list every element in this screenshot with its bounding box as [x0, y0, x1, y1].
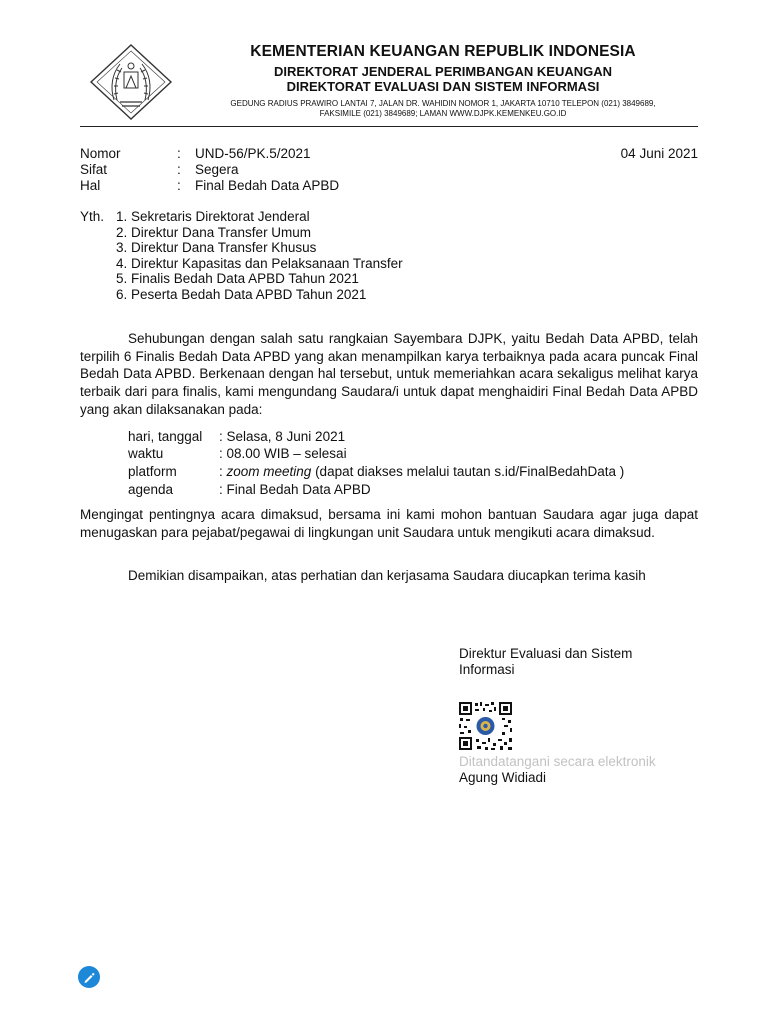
paragraph-text: Sehubungan dengan salah satu rangkaian Sayembara DJPK, yaitu Bedah Data APBD, telah terpilih 6 Finalis Bedah Data APBD yang akan menampilkan karya terbaiknya pada acara puncak Final Bedah Data APBD. Berkenaan dengan hal tersebut, untuk memeriahkan acara sekaligus melihat karya terbaik dari para finalis, kami mengundang Saudara/i untuk dapat menghaidiri Final Bedah Data APBD yang akan dilaksanakan pada: [80, 331, 698, 417]
day-label: hari, tanggal [128, 429, 203, 444]
recipient-item: 1. Sekretaris Direktorat Jenderal [116, 209, 310, 224]
paragraph-text: Demikian disampaikan, atas perhatian dan kerjasama Saudara diucapkan terima kasih [128, 568, 646, 583]
address-line-2: FAKSIMILE (021) 3849689; LAMAN WWW.DJPK.KEMENKEU.GO.ID [319, 109, 567, 118]
recipient-item: 6. Peserta Bedah Data APBD Tahun 2021 [116, 287, 367, 302]
colon: : [177, 146, 181, 161]
nomor-label: Nomor [80, 146, 121, 161]
ministry-name: KEMENTERIAN KEUANGAN REPUBLIK INDONESIA [250, 43, 636, 60]
agenda-value: : Final Bedah Data APBD [219, 482, 371, 497]
nomor-value: UND-56/PK.5/2021 [195, 146, 311, 161]
sifat-label: Sifat [80, 162, 108, 177]
colon: : [177, 178, 181, 193]
hal-label: Hal [80, 178, 101, 193]
platform-label: platform [128, 464, 177, 479]
letter-date: 04 Juni 2021 [620, 146, 698, 161]
hal-value: Final Bedah Data APBD [195, 178, 340, 193]
directorate-general-name: DIREKTORAT JENDERAL PERIMBANGAN KEUANGAN [273, 64, 613, 79]
recipients-prefix: Yth. [80, 209, 105, 224]
platform-link-note: (dapat diakses melalui tautan s.id/FinalBedahData ) [311, 464, 625, 479]
qr-code-icon [458, 701, 513, 751]
letterhead-divider [80, 126, 698, 127]
recipient-item: 4. Direktur Kapasitas dan Pelaksanaan Transfer [116, 256, 403, 271]
body-paragraph-2 [80, 506, 698, 541]
directorate-name: DIREKTORAT EVALUASI DAN SISTEM INFORMASI [286, 79, 600, 94]
recipient-item: 5. Finalis Bedah Data APBD Tahun 2021 [116, 271, 359, 286]
time-label: waktu [128, 446, 164, 461]
platform-value [219, 464, 624, 479]
time-value: : 08.00 WIB – selesai [219, 446, 347, 461]
ministry-emblem-icon [88, 42, 174, 122]
platform-colon: : [219, 464, 227, 479]
sifat-value: Segera [195, 162, 239, 177]
signatory-title-line-1: Direktur Evaluasi dan Sistem [459, 646, 633, 661]
annotate-button[interactable] [78, 966, 100, 988]
letterhead-address [188, 99, 698, 119]
recipient-item: 2. Direktur Dana Transfer Umum [116, 225, 312, 240]
signatory-name: Agung Widiadi [459, 770, 547, 785]
signatory-title [459, 646, 632, 678]
signatory-title-line-2: Informasi [459, 662, 515, 677]
address-line-1: GEDUNG RADIUS PRAWIRO LANTAI 7, JALAN DR. WAHIDIN NOMOR 1, JAKARTA 10710 TELEPON (021) 3849689, [230, 99, 656, 108]
recipient-item: 3. Direktur Dana Transfer Khusus [116, 240, 317, 255]
body-paragraph-1 [80, 330, 698, 419]
agenda-label: agenda [128, 482, 174, 497]
platform-name: zoom meeting [226, 464, 312, 479]
paragraph-text: Mengingat pentingnya acara dimaksud, bersama ini kami mohon bantuan Saudara agar juga dapat menugaskan para pejabat/pegawai di lingkungan unit Saudara untuk mengikuti acara dimaksud. [80, 507, 698, 540]
day-value: : Selasa, 8 Juni 2021 [219, 429, 346, 444]
electronic-signature-note: Ditandatangani secara elektronik [459, 754, 656, 769]
pen-icon [78, 966, 100, 988]
body-paragraph-3 [80, 567, 698, 585]
colon: : [177, 162, 181, 177]
